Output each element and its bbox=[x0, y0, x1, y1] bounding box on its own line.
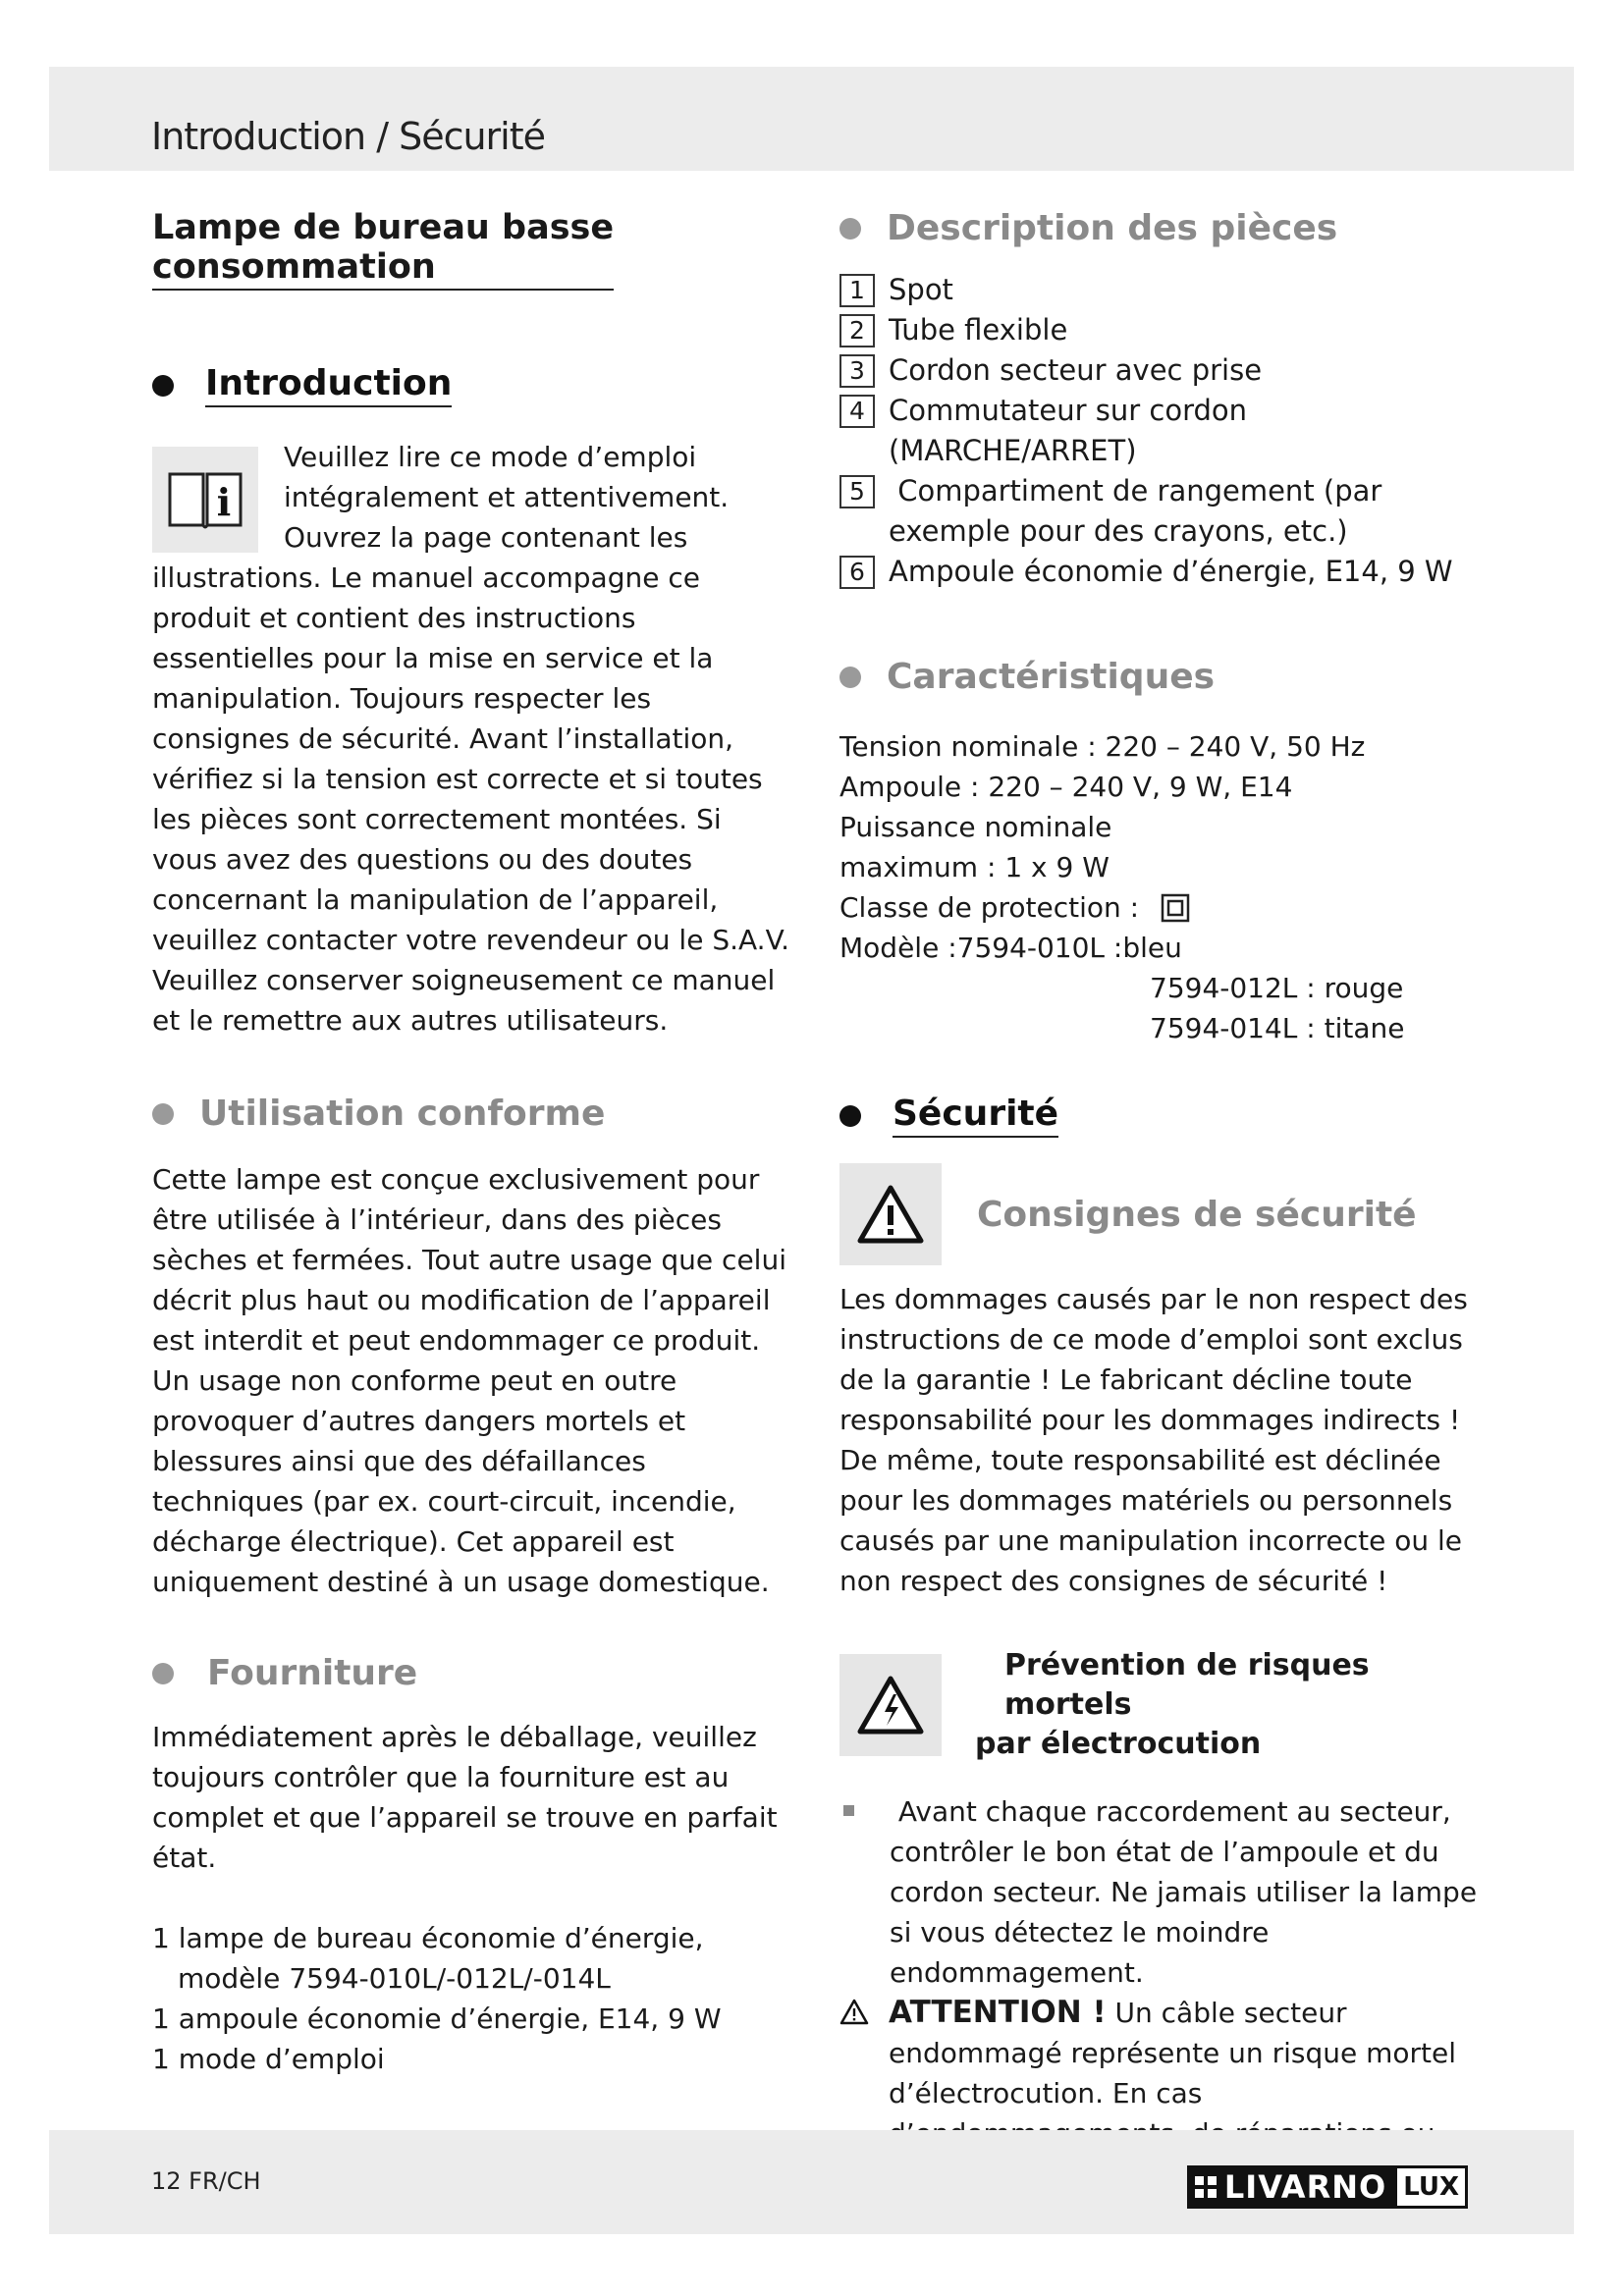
bullet-icon bbox=[839, 218, 861, 240]
spec-list bbox=[839, 726, 1488, 1048]
attention-label: ATTENTION ! bbox=[889, 1995, 1107, 2030]
part-number: 2 bbox=[839, 314, 875, 347]
spec-model-titanium: 7594-014L : titane bbox=[1150, 1012, 1405, 1044]
bullet-icon bbox=[152, 1663, 174, 1684]
spec-model: Modèle :7594-010L :bleu bbox=[839, 932, 1182, 964]
safety-text: Les dommages causés par le non respect des instructions de ce mode d’emploi sont exclus de la garantie ! Le fabricant décline toute responsabilité pour les dommages indirects ! De même, toute responsabilité est déclinée pour les dommages matériels ou personnels causés par une manipulation incorrecte ou le non respect des consignes de sécurité ! bbox=[839, 1283, 1468, 1597]
supply-item-model: modèle 7594-010L/-012L/-014L bbox=[178, 1962, 611, 1995]
bullet-icon bbox=[839, 1105, 861, 1127]
electric-warning-icon bbox=[839, 1654, 942, 1756]
supply-item: 1 lampe de bureau économie d’énergie, bbox=[152, 1922, 704, 1954]
intro-text: Veuillez lire ce mode d’emploi intégralement et attentivement. Ouvrez la page contenant les illustrations. Le manuel accompagne ce produit et contient des instructions essentielles pour la mise en service et la manipulation. Toujours respecter les consignes de sécurité. Avant l’installation, vérifiez si la tension est correcte et si toutes les pièces sont correctement montées. Si vous avez des questions ou des doutes concernant la manipulation de l’appareil, veuillez contacter votre revendeur ou le S.A.V. Veuillez conserver soigneusement ce manuel et le remettre aux autres utilisateurs. bbox=[152, 441, 790, 1037]
safety-heading: Sécurité bbox=[839, 1094, 1488, 1138]
spec-tension: Tension nominale : 220 – 240 V, 50 Hz bbox=[839, 730, 1366, 763]
intro-section bbox=[152, 437, 790, 1041]
spec-bulb: Ampoule : 220 – 240 V, 9 W, E14 bbox=[839, 771, 1293, 803]
book-info-icon bbox=[152, 447, 258, 553]
square-bullet-icon bbox=[843, 1805, 854, 1816]
part-number: 3 bbox=[839, 354, 875, 388]
document-title-line-1: Lampe de bureau basse bbox=[152, 208, 615, 247]
spec-class: Classe de protection : bbox=[839, 887, 1488, 928]
spec-heading: Caractéristiques bbox=[839, 657, 1488, 697]
parts-list-item: 4 Commutateur sur cordon (MARCHE/ARRET) bbox=[839, 391, 1488, 471]
electrocution-heading bbox=[839, 1646, 1488, 1764]
logo-mark-icon bbox=[1195, 2176, 1217, 2198]
class-ii-icon bbox=[1161, 893, 1190, 923]
supply-heading: Fourniture bbox=[152, 1653, 790, 1693]
parts-heading: Description des pièces bbox=[839, 208, 1488, 248]
livarno-lux-logo: LIVARNO LUX bbox=[1187, 2165, 1468, 2209]
electrocution-title: Prévention de risques mortels par électrocution bbox=[975, 1648, 1370, 1761]
bullet-icon bbox=[152, 1103, 174, 1125]
page-number: 12 FR/CH bbox=[151, 2167, 261, 2195]
supply-text: Immédiatement après le déballage, veuillez toujours contrôler que la fourniture est au complet et que l’appareil se trouve en parfait état. bbox=[152, 1721, 778, 1874]
part-number: 5 bbox=[839, 475, 875, 508]
header-title: Introduction / Sécurité bbox=[151, 115, 546, 158]
intro-heading: Introduction bbox=[152, 363, 790, 407]
supply-list bbox=[152, 1918, 790, 2079]
safety-bullet: Avant chaque raccordement au secteur, contrôler le bon état de l’ampoule et du cordon secteur. Ne jamais utiliser la lampe si vous détectez le moindre endommagement. bbox=[839, 1791, 1488, 1993]
part-number: 1 bbox=[839, 274, 875, 307]
supply-item: 1 ampoule économie d’énergie, E14, 9 W bbox=[152, 2002, 722, 2035]
document-title bbox=[152, 208, 614, 291]
parts-list-item: 1 Spot bbox=[839, 270, 1488, 310]
bullet-icon bbox=[839, 667, 861, 688]
left-column bbox=[152, 196, 790, 2079]
attention-text: Un câble secteur endommagé représente un risque mortel d’électrocution. En cas bbox=[889, 1997, 1456, 2109]
supply-item: 1 mode d’emploi bbox=[152, 2043, 385, 2075]
parts-list-item: 6 Ampoule économie d’énergie, E14, 9 W bbox=[839, 552, 1488, 592]
warning-icon bbox=[839, 1163, 942, 1265]
spec-model-red: 7594-012L : rouge bbox=[1150, 972, 1404, 1004]
safety-instructions-heading: Consignes de sécurité bbox=[839, 1163, 1488, 1265]
parts-list-item: 2 Tube flexible bbox=[839, 310, 1488, 350]
page-footer bbox=[49, 2130, 1574, 2234]
attention-icon bbox=[839, 1999, 869, 2026]
right-column bbox=[839, 196, 1488, 2154]
page-header bbox=[49, 67, 1574, 171]
usage-heading: Utilisation conforme bbox=[152, 1094, 790, 1134]
spec-power-max: maximum : 1 x 9 W bbox=[839, 851, 1110, 883]
part-number: 4 bbox=[839, 395, 875, 428]
parts-list-item: 3 Cordon secteur avec prise bbox=[839, 350, 1488, 391]
svg-text:i: i bbox=[216, 480, 232, 524]
bullet-icon bbox=[152, 375, 174, 397]
parts-list-item: 5 Compartiment de rangement (par exemple pour des crayons, etc.) bbox=[839, 471, 1488, 552]
parts-list bbox=[839, 270, 1488, 592]
part-number: 6 bbox=[839, 556, 875, 589]
usage-text: Cette lampe est conçue exclusivement pour être utilisée à l’intérieur, dans des pièces sèches et fermées. Tout autre usage que celui décrit plus haut ou modification de l’appareil est interdit et peut endommager ce produit. Un usage non conforme peut en outre provoquer d’autres dangers mortels et blessures ainsi que des défaillances techniques (par ex. court-circuit, incendie, décharge électrique). Cet appareil est uniquement destiné à un usage domestique. bbox=[152, 1163, 786, 1598]
spec-power: Puissance nominale bbox=[839, 811, 1112, 843]
document-title-line-2: consommation bbox=[152, 247, 436, 287]
